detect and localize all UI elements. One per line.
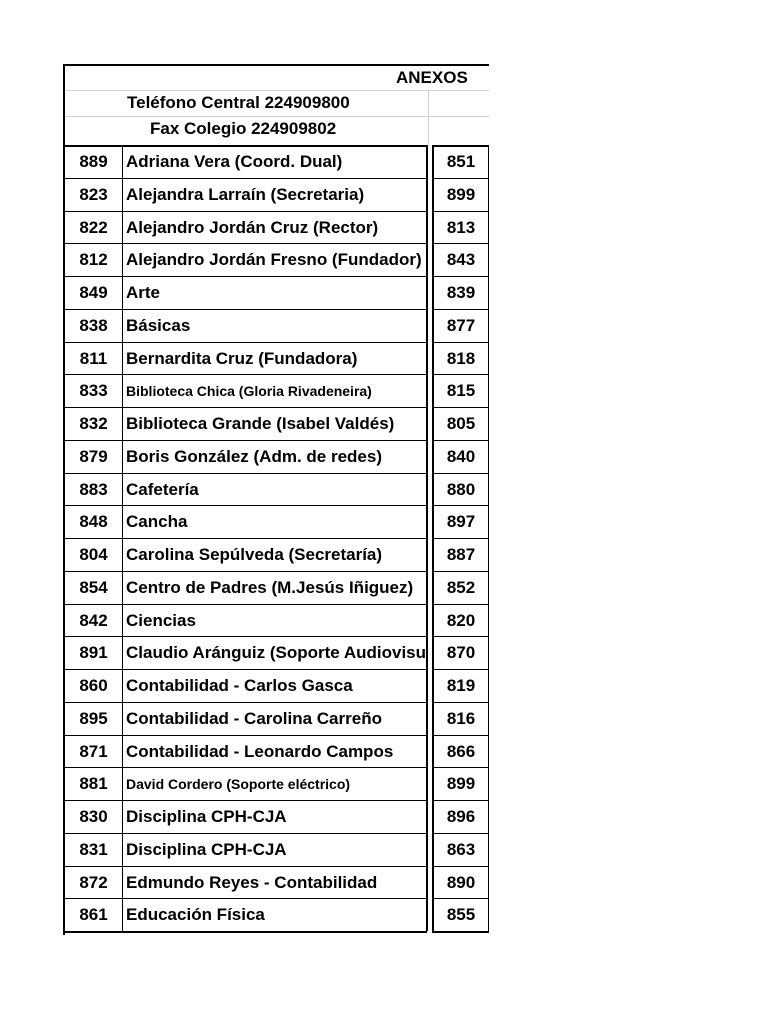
extension-right: 863 bbox=[446, 840, 476, 859]
extension-left: 883 bbox=[79, 480, 108, 499]
row-border bbox=[432, 931, 489, 933]
row-border bbox=[63, 931, 427, 933]
extension-right: 870 bbox=[446, 643, 476, 662]
contact-name: Arte bbox=[126, 283, 161, 302]
fax-number: Fax Colegio 224909802 bbox=[150, 119, 337, 138]
contact-name: Ciencias bbox=[126, 611, 196, 630]
extension-left: 861 bbox=[79, 905, 108, 924]
extension-right: 890 bbox=[446, 873, 476, 892]
extension-right: 815 bbox=[446, 381, 476, 400]
extension-right: 866 bbox=[446, 742, 476, 761]
contact-name: Biblioteca Chica (Gloria Rivadeneira) bbox=[126, 383, 372, 399]
contact-name: Edmundo Reyes - Contabilidad bbox=[126, 873, 378, 892]
extension-left: 848 bbox=[79, 512, 108, 531]
contact-name: Contabilidad - Leonardo Campos bbox=[126, 742, 394, 761]
extension-right: 880 bbox=[446, 480, 476, 499]
extension-left: 831 bbox=[79, 840, 108, 859]
extension-left: 804 bbox=[79, 545, 108, 564]
extension-left: 812 bbox=[79, 250, 108, 269]
contact-name: Cafetería bbox=[126, 480, 199, 499]
contact-name: Cancha bbox=[126, 512, 188, 531]
contact-name: Alejandro Jordán Cruz (Rector) bbox=[126, 218, 379, 237]
extension-right: 816 bbox=[446, 709, 476, 728]
contact-name: Educación Física bbox=[126, 905, 265, 924]
contact-name: Boris González (Adm. de redes) bbox=[126, 447, 382, 466]
extension-left: 854 bbox=[79, 578, 108, 597]
contact-name: Centro de Padres (M.Jesús Iñiguez) bbox=[126, 578, 414, 597]
contact-name: Contabilidad - Carlos Gasca bbox=[126, 676, 353, 695]
extension-right: 897 bbox=[446, 512, 476, 531]
extension-left: 838 bbox=[79, 316, 108, 335]
extension-right: 887 bbox=[446, 545, 476, 564]
extension-right: 805 bbox=[446, 414, 476, 433]
contact-name: Contabilidad - Carolina Carreño bbox=[126, 709, 382, 728]
contact-name: Claudio Aránguiz (Soporte Audiovisu bbox=[126, 643, 426, 662]
extension-right: 899 bbox=[446, 774, 476, 793]
extension-right: 851 bbox=[446, 152, 476, 171]
contact-name: Disciplina CPH-CJA bbox=[126, 840, 287, 859]
extension-right: 852 bbox=[446, 578, 476, 597]
extension-right: 877 bbox=[446, 316, 476, 335]
extension-left: 823 bbox=[79, 185, 108, 204]
extension-right: 813 bbox=[446, 218, 476, 237]
extension-left: 891 bbox=[79, 643, 108, 662]
contact-name: David Cordero (Soporte eléctrico) bbox=[126, 776, 351, 792]
extension-left: 889 bbox=[79, 152, 108, 171]
extension-left: 871 bbox=[79, 742, 108, 761]
contact-name: Alejandro Jordán Fresno (Fundador) bbox=[126, 250, 422, 269]
extension-right: 896 bbox=[446, 807, 476, 826]
extension-left: 849 bbox=[79, 283, 108, 302]
contact-name: Alejandra Larraín (Secretaria) bbox=[126, 185, 365, 204]
extension-left: 881 bbox=[79, 774, 108, 793]
extension-left: 811 bbox=[79, 349, 108, 368]
extension-left: 842 bbox=[79, 611, 108, 630]
contact-name: Disciplina CPH-CJA bbox=[126, 807, 287, 826]
header-col-divider bbox=[428, 91, 429, 145]
extension-left: 833 bbox=[79, 381, 108, 400]
contact-name: Básicas bbox=[126, 316, 191, 335]
extension-right: 819 bbox=[446, 676, 476, 695]
anexos-title: ANEXOS bbox=[396, 68, 468, 87]
contact-name: Adriana Vera (Coord. Dual) bbox=[126, 152, 343, 171]
header-divider bbox=[65, 116, 489, 117]
central-phone: Teléfono Central 224909800 bbox=[127, 93, 350, 112]
extension-right: 855 bbox=[446, 905, 476, 924]
extension-left: 895 bbox=[79, 709, 108, 728]
extension-left: 832 bbox=[79, 414, 108, 433]
contact-name: Bernardita Cruz (Fundadora) bbox=[126, 349, 358, 368]
header-divider bbox=[65, 90, 489, 91]
extension-right: 840 bbox=[446, 447, 476, 466]
extension-right: 820 bbox=[446, 611, 476, 630]
extension-left: 860 bbox=[79, 676, 108, 695]
contact-name: Carolina Sepúlveda (Secretaría) bbox=[126, 545, 383, 564]
extension-left: 822 bbox=[79, 218, 108, 237]
extension-left: 879 bbox=[79, 447, 108, 466]
contact-name: Biblioteca Grande (Isabel Valdés) bbox=[126, 414, 395, 433]
extension-left: 872 bbox=[79, 873, 108, 892]
extension-right: 843 bbox=[446, 250, 476, 269]
extension-right: 899 bbox=[446, 185, 476, 204]
header-top-border bbox=[63, 64, 489, 66]
extension-right: 818 bbox=[446, 349, 476, 368]
extension-left: 830 bbox=[79, 807, 108, 826]
extension-right: 839 bbox=[446, 283, 476, 302]
